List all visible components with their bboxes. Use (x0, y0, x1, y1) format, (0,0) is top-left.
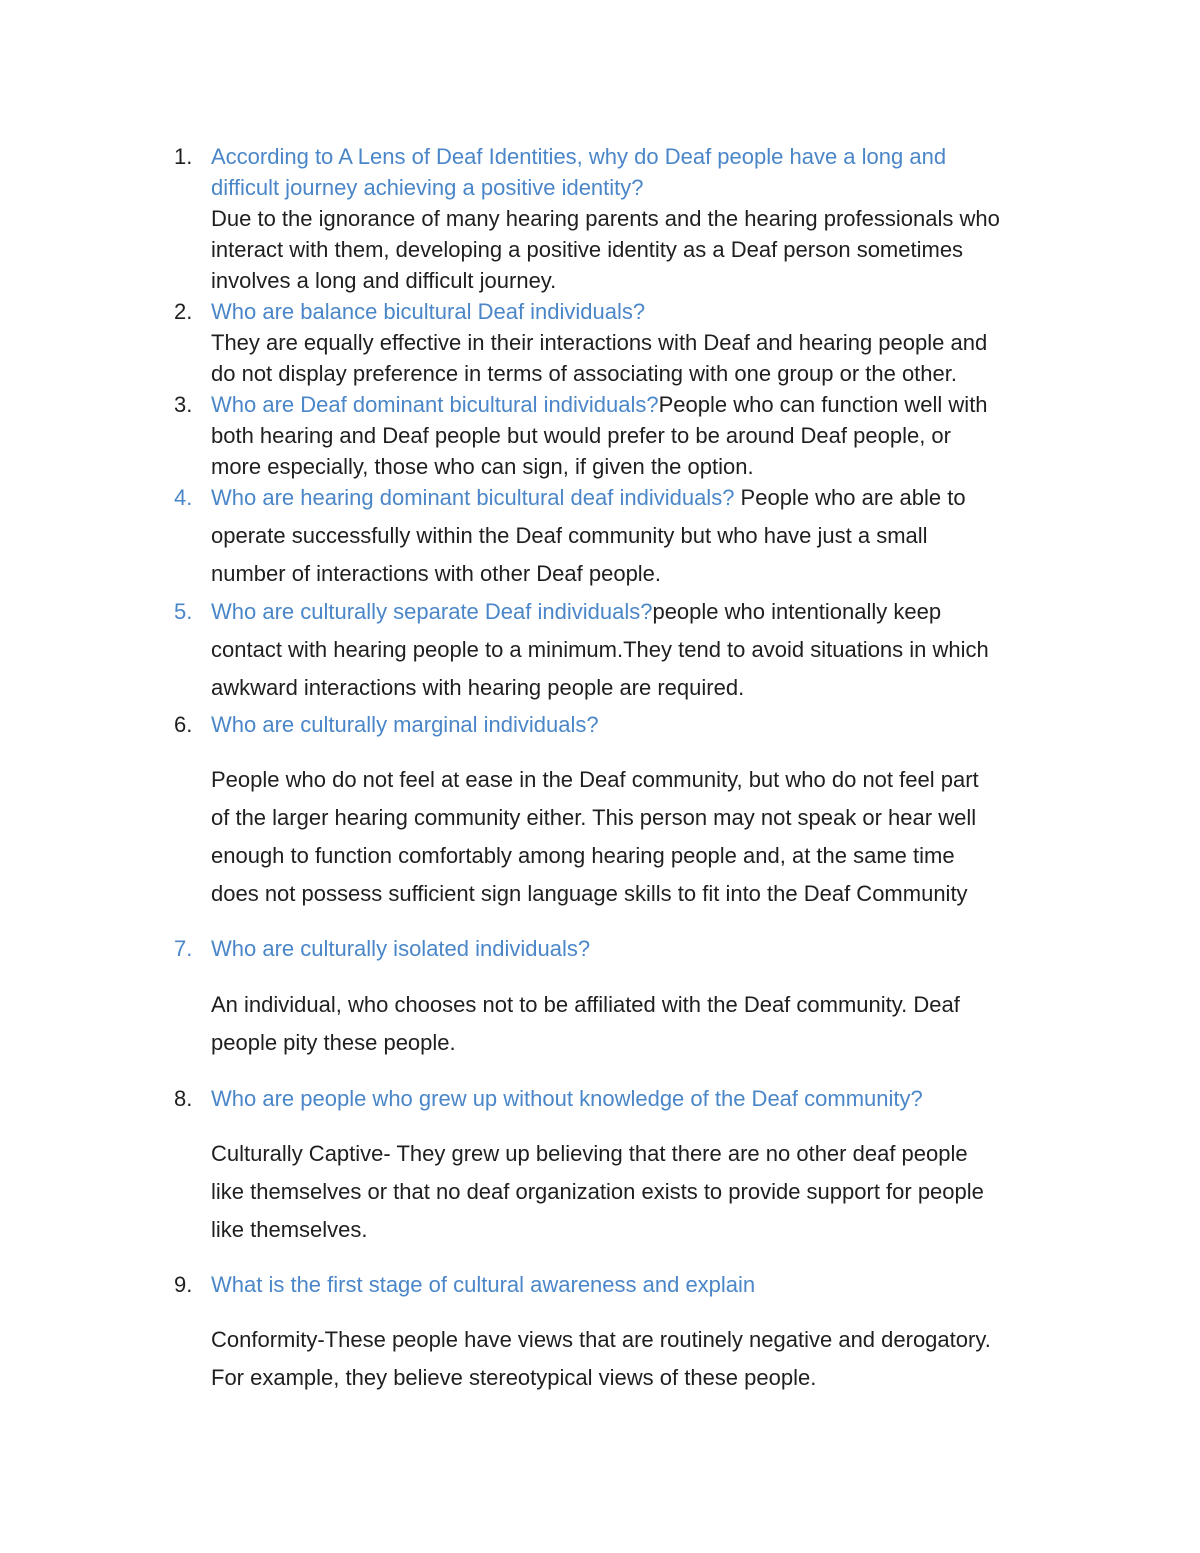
item-body (211, 1135, 1071, 1249)
answer-text: like themselves or that no deaf organization exists to provide support for people (211, 1179, 984, 1204)
answer-text: involves a long and difficult journey. (211, 268, 557, 293)
item-number: 7. (174, 936, 193, 961)
item-body (211, 1266, 1071, 1304)
answer-text: like themselves. (211, 1217, 368, 1242)
answer-text: Conformity-These people have views that are routinely negative and derogatory. (211, 1327, 991, 1352)
item-number: 1. (174, 144, 193, 169)
answer-text: both hearing and Deaf people but would prefer to be around Deaf people, or (211, 423, 951, 448)
item-body (211, 389, 1071, 482)
answer-text: enough to function comfortably among hearing people and, at the same time (211, 843, 955, 868)
question-text: Who are culturally marginal individuals? (211, 712, 599, 737)
item-body (211, 1080, 1071, 1118)
question-text: Who are people who grew up without knowledge of the Deaf community? (211, 1086, 923, 1111)
answer-text: interact with them, developing a positive identity as a Deaf person sometimes (211, 237, 964, 262)
question-text: Who are balance bicultural Deaf individuals? (211, 299, 646, 324)
item-number: 3. (174, 392, 193, 417)
answer-text: do not display preference in terms of associating with one group or the other. (211, 361, 957, 386)
item-number: 5. (174, 599, 193, 624)
item-number: 2. (174, 299, 193, 324)
question-text: difficult journey achieving a positive identity? (211, 175, 644, 200)
question-text: Who are hearing dominant bicultural deaf individuals? (211, 485, 735, 510)
answer-text: more especially, those who can sign, if given the option. (211, 454, 754, 479)
answer-text: people who intentionally keep (652, 599, 942, 624)
item-body (211, 479, 1071, 593)
item-body (211, 761, 1071, 913)
answer-text: People who can function well with (658, 392, 988, 417)
item-body (211, 296, 1071, 389)
item-body (211, 593, 1071, 707)
item-number: 8. (174, 1086, 193, 1111)
answer-text: An individual, who chooses not to be affiliated with the Deaf community. Deaf (211, 992, 960, 1017)
question-text: According to A Lens of Deaf Identities, why do Deaf people have a long and (211, 144, 947, 169)
answer-text: number of interactions with other Deaf people. (211, 561, 662, 586)
item-body (211, 986, 1071, 1062)
question-text: Who are culturally separate Deaf individuals? (211, 599, 653, 624)
answer-text: awkward interactions with hearing people are required. (211, 675, 745, 700)
item-number: 9. (174, 1272, 193, 1297)
question-text: Who are Deaf dominant bicultural individuals? (211, 392, 659, 417)
item-body (211, 930, 1071, 968)
answer-text: contact with hearing people to a minimum.They tend to avoid situations in which (211, 637, 989, 662)
answer-text: Due to the ignorance of many hearing parents and the hearing professionals who (211, 206, 1000, 231)
answer-text: For example, they believe stereotypical views of these people. (211, 1365, 817, 1390)
item-body (211, 1321, 1071, 1397)
item-body (211, 141, 1071, 296)
answer-text: Culturally Captive- They grew up believing that there are no other deaf people (211, 1141, 968, 1166)
answer-text: People who are able to (734, 485, 966, 510)
answer-text: People who do not feel at ease in the Deaf community, but who do not feel part (211, 767, 979, 792)
item-number: 6. (174, 712, 193, 737)
item-number: 4. (174, 485, 193, 510)
question-text: Who are culturally isolated individuals? (211, 936, 591, 961)
answer-text: of the larger hearing community either. This person may not speak or hear well (211, 805, 977, 830)
answer-text: does not possess sufficient sign language skills to fit into the Deaf Community (211, 881, 968, 906)
answer-text: operate successfully within the Deaf community but who have just a small (211, 523, 928, 548)
answer-text: people pity these people. (211, 1030, 456, 1055)
question-text: What is the first stage of cultural awareness and explain (211, 1272, 756, 1297)
item-body (211, 706, 1071, 744)
answer-text: They are equally effective in their interactions with Deaf and hearing people and (211, 330, 988, 355)
